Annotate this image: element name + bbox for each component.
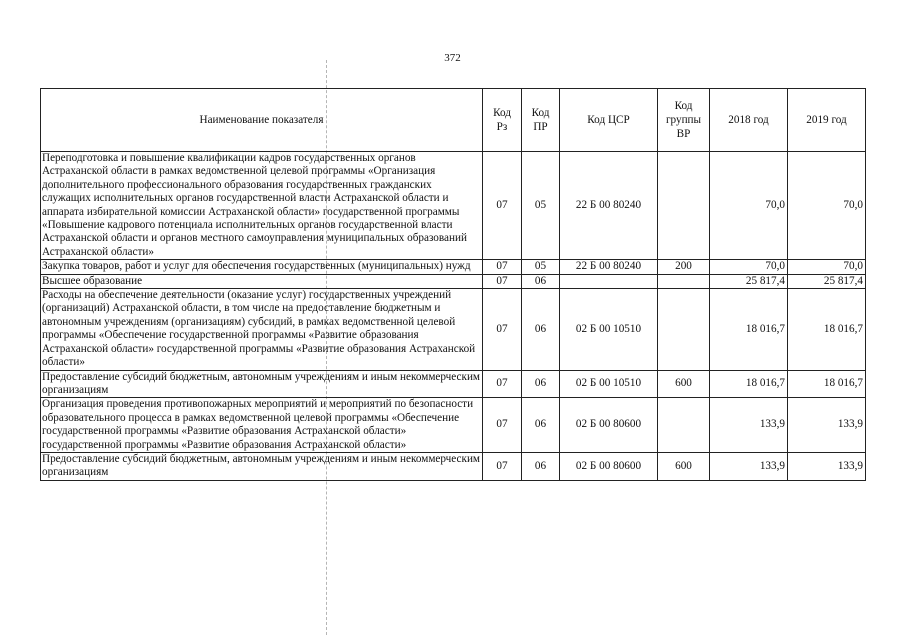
header-vr-line3: ВР [676, 128, 691, 140]
row-2019: 18 016,7 [788, 370, 866, 398]
row-csr: 02 Б 00 10510 [560, 370, 658, 398]
header-rz [483, 89, 522, 152]
table-row [41, 260, 866, 274]
row-2019: 18 016,7 [788, 289, 866, 370]
header-pr-line1: Код [531, 107, 550, 119]
header-csr: Код ЦСР [560, 89, 658, 152]
row-csr [560, 274, 658, 288]
row-vr: 200 [658, 260, 710, 274]
table-row [41, 152, 866, 260]
row-name: Расходы на обеспечение деятельности (оказание услуг) государственных учреждений (организаций) Астраханской области, в том числе на предоставление бюджетным и автономным учреждениям (организациям) субсидий, в рамках ведомственной целевой программы «Обеспечение государственной программы «Развитие образования Астраханской области» государственной программы «Развитие образования Астраханской области» [41, 289, 483, 370]
row-rz: 07 [483, 452, 522, 480]
row-vr [658, 289, 710, 370]
header-2018: 2018 год [710, 89, 788, 152]
table-row [41, 398, 866, 453]
row-2019: 133,9 [788, 398, 866, 453]
row-pr: 06 [522, 398, 560, 453]
page-number: 372 [444, 52, 461, 64]
row-name: Организация проведения противопожарных мероприятий и мероприятий по безопасности образовательного процесса в рамках ведомственной целевой программы «Обеспечение государственной программы «Развитие образования Астраханской области» государственной программы «Развитие образования Астраханской области» [41, 398, 483, 453]
row-rz: 07 [483, 370, 522, 398]
row-2019: 70,0 [788, 260, 866, 274]
row-2018: 133,9 [710, 452, 788, 480]
header-vr [658, 89, 710, 152]
row-name: Высшее образование [41, 274, 483, 288]
header-vr-line2: группы [665, 114, 702, 126]
row-vr [658, 152, 710, 260]
table-row [41, 274, 866, 288]
header-rz-line1: Код [493, 107, 511, 119]
row-vr: 600 [658, 370, 710, 398]
budget-table [40, 88, 866, 481]
row-csr: 02 Б 00 80600 [560, 398, 658, 453]
row-vr [658, 274, 710, 288]
row-pr: 05 [522, 152, 560, 260]
row-pr: 05 [522, 260, 560, 274]
header-vr-line1: Код [674, 100, 693, 112]
row-pr: 06 [522, 452, 560, 480]
row-2018: 70,0 [710, 260, 788, 274]
row-2018: 70,0 [710, 152, 788, 260]
table-header-row [41, 89, 866, 152]
row-name: Предоставление субсидий бюджетным, автономным учреждениям и иным некоммерческим организациям [41, 370, 483, 398]
row-rz: 07 [483, 289, 522, 370]
header-name: Наименование показателя [41, 89, 483, 152]
row-2018: 18 016,7 [710, 289, 788, 370]
row-rz: 07 [483, 260, 522, 274]
table-row [41, 370, 866, 398]
row-pr: 06 [522, 370, 560, 398]
row-rz: 07 [483, 398, 522, 453]
row-2019: 70,0 [788, 152, 866, 260]
row-pr: 06 [522, 274, 560, 288]
row-2018: 25 817,4 [710, 274, 788, 288]
header-rz-line2: Рз [496, 121, 508, 133]
row-csr: 22 Б 00 80240 [560, 260, 658, 274]
row-rz: 07 [483, 274, 522, 288]
table-row [41, 452, 866, 480]
row-csr: 22 Б 00 80240 [560, 152, 658, 260]
row-2018: 133,9 [710, 398, 788, 453]
row-2019: 133,9 [788, 452, 866, 480]
row-vr [658, 398, 710, 453]
row-csr: 02 Б 00 10510 [560, 289, 658, 370]
header-pr [522, 89, 560, 152]
row-2018: 18 016,7 [710, 370, 788, 398]
row-2019: 25 817,4 [788, 274, 866, 288]
row-rz: 07 [483, 152, 522, 260]
row-vr: 600 [658, 452, 710, 480]
table-row [41, 289, 866, 370]
row-csr: 02 Б 00 80600 [560, 452, 658, 480]
header-pr-line2: ПР [533, 121, 548, 133]
row-name: Переподготовка и повышение квалификации кадров государственных органов Астраханской области в рамках ведомственной целевой программы «Организация дополнительного профессионального образования государственных гражданских служащих исполнительных органов государственной власти Астраханской области и аппарата избирательной комиссии Астраханской области» государственной программы «Повышение кадрового потенциала исполнительных органов государственной власти Астраханской области и органов местного самоуправления муниципальных образований Астраханской области» [41, 152, 483, 260]
row-name: Закупка товаров, работ и услуг для обеспечения государственных (муниципальных) нужд [41, 260, 483, 274]
header-2019: 2019 год [788, 89, 866, 152]
row-pr: 06 [522, 289, 560, 370]
row-name: Предоставление субсидий бюджетным, автономным учреждениям и иным некоммерческим организациям [41, 452, 483, 480]
